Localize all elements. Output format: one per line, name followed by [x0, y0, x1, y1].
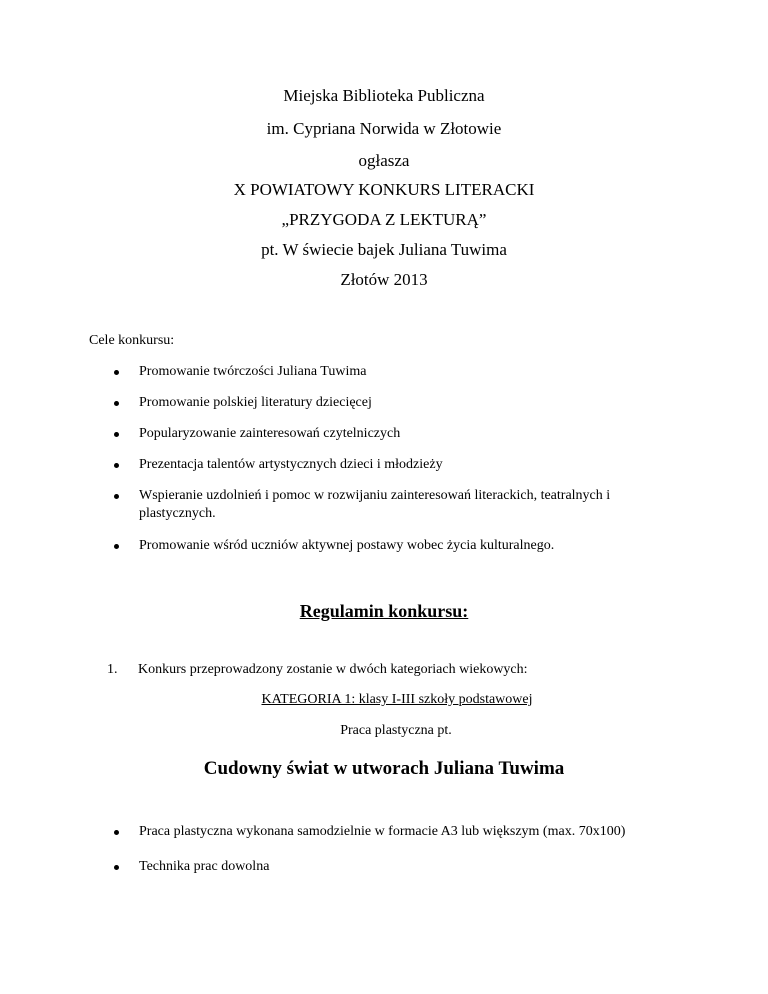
- rules-title: Regulamin konkursu:: [299, 601, 469, 621]
- bullet-icon: [114, 370, 119, 375]
- bullet-icon: [114, 401, 119, 406]
- contest-theme: pt. W świecie bajek Juliana Tuwima: [261, 240, 507, 259]
- category-label: KATEGORIA 1: klasy I-III szkoły podstawowej: [261, 692, 533, 707]
- contest-motto: „PRZYGODA Z LEKTURĄ”: [281, 210, 487, 229]
- place-year: Złotów 2013: [340, 270, 428, 289]
- contest-name: X POWIATOWY KONKURS LITERACKI: [233, 180, 535, 199]
- library-patron: im. Cypriana Norwida w Złotowie: [266, 119, 502, 138]
- bullet-icon: [114, 865, 119, 870]
- announces-text: ogłasza: [358, 151, 410, 170]
- bullet-icon: [114, 463, 119, 468]
- bullet-icon: [114, 830, 119, 835]
- bullet-icon: [114, 432, 119, 437]
- work-title: Cudowny świat w utworach Juliana Tuwima: [203, 758, 565, 779]
- bullet-icon: [114, 494, 119, 499]
- rule-text: Konkurs przeprowadzony zostanie w dwóch kategoriach wiekowych:: [138, 662, 528, 677]
- library-name: Miejska Biblioteka Publiczna: [283, 86, 485, 105]
- bullet-icon: [114, 544, 119, 549]
- rule-number: 1.: [107, 662, 118, 677]
- work-intro: Praca plastyczna pt.: [340, 723, 452, 738]
- goals-heading: Cele konkursu:: [89, 333, 175, 348]
